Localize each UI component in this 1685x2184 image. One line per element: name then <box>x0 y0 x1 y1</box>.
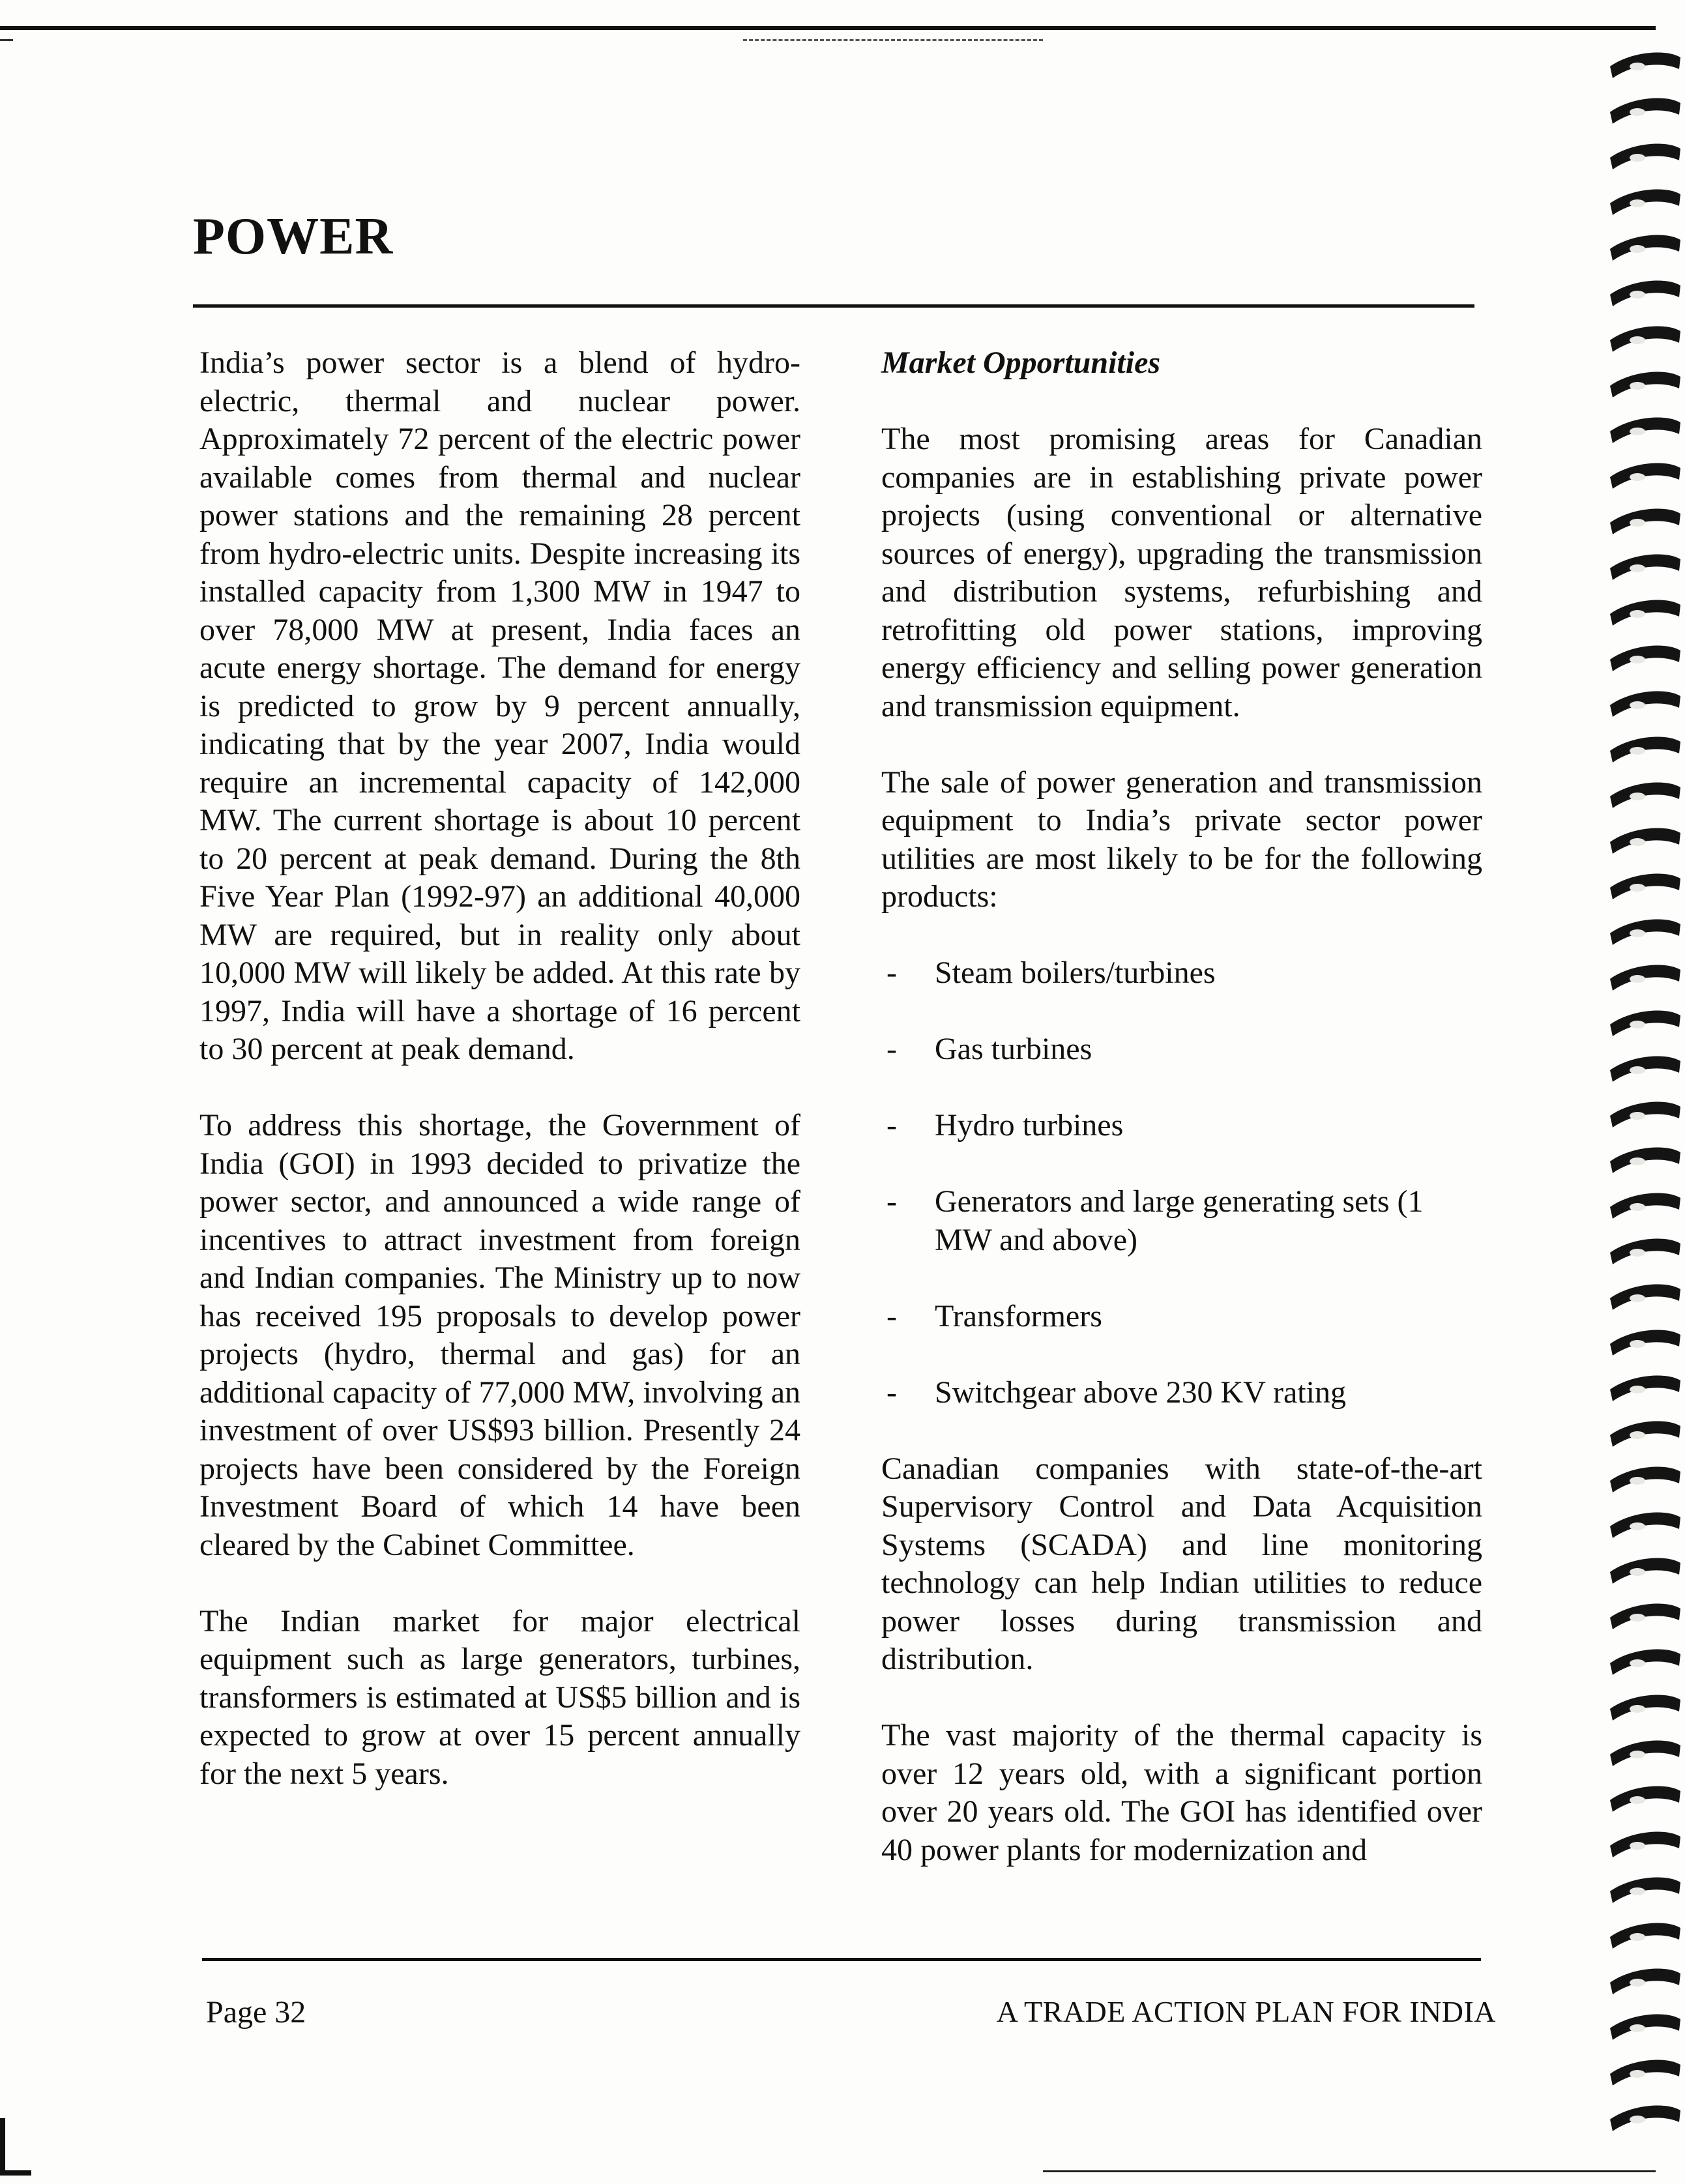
binding-loop <box>1610 1786 1680 1812</box>
bullet-dash: - <box>886 955 897 990</box>
bullet-dash: - <box>886 1375 897 1410</box>
binding-loop <box>1610 2105 1680 2131</box>
binding-loop <box>1610 417 1680 443</box>
binding-loop <box>1610 1466 1680 1492</box>
binding-hole <box>1630 656 1645 663</box>
binding-loop <box>1610 1101 1680 1128</box>
binding-loop <box>1610 98 1680 124</box>
binding-hole <box>1630 2116 1645 2123</box>
binding-loop <box>1610 1421 1680 1447</box>
binding-loop <box>1610 1695 1680 1721</box>
right-paragraph-4: The vast majority of the thermal capacity is over 12 years old, with a significant portion over 20 years old. The GOI has identified over 40 power plants for modernization and <box>881 1718 1482 1867</box>
binding-loop <box>1610 1831 1680 1857</box>
list-item <box>881 1030 1482 1069</box>
binding-loop <box>1610 280 1680 306</box>
list-item-text: Gas turbines <box>935 1032 1092 1066</box>
binding-hole <box>1630 108 1645 116</box>
binding-hole <box>1630 1751 1645 1758</box>
binding-hole <box>1630 1112 1645 1120</box>
binding-hole <box>1630 747 1645 755</box>
binding-hole <box>1630 1294 1645 1302</box>
binding-loop <box>1610 235 1680 261</box>
binding-loop <box>1610 645 1680 671</box>
binding-loop <box>1610 52 1680 78</box>
binding-loop <box>1610 828 1680 854</box>
binding-loop <box>1610 2060 1680 2086</box>
binding-hole <box>1630 610 1645 618</box>
binding-loop <box>1610 1330 1680 1356</box>
binding-loop <box>1610 2014 1680 2040</box>
left-paragraph-1: India’s power sector is a blend of hydro-electric, thermal and nuclear power. Approximately 72 percent of the electric power available comes from thermal and nuclear power stations and the remaining 28 percent from hydro-electric units. Despite increasing its installed capacity from 1,300 MW in 1947 to over 78,000 MW at present, India faces an acute energy shortage. The demand for energy is predicted to grow by 9 percent annually, indicating that by the year 2007, India would require an incremental capacity of 142,000 MW. The current shortage is about 10 percent to 20 percent at peak demand. During the 8th Five Year Plan (1992-97) an additional 40,000 MW are required, but in reality only about 10,000 MW will likely be added. At this rate by 1997, India will have a shortage of 16 percent to 30 percent at peak demand. <box>199 345 800 1066</box>
binding-loop <box>1610 371 1680 398</box>
list-item <box>881 1107 1482 1145</box>
left-paragraph-2: To address this shortage, the Government of India (GOI) in 1993 decided to privatize the power sector, and announced a wide range of incentives to attract investment from foreign and Indian companies. The Ministry up to now has received 195 proposals to develop power projects (hydro, thermal and gas) for an additional capacity of 77,000 MW, involving an investment of over US$93 billion. Presently 24 projects have been considered by the Foreign Investment Board of which 14 have been cleared by the Cabinet Committee. <box>199 1108 800 1562</box>
binding-hole <box>1630 2070 1645 2078</box>
binding-hole <box>1630 884 1645 892</box>
binding-loop <box>1610 143 1680 169</box>
binding-hole <box>1630 701 1645 709</box>
binding-hole <box>1630 1203 1645 1211</box>
binding-loop <box>1610 782 1680 808</box>
binding-hole <box>1630 63 1645 70</box>
binding-hole <box>1630 929 1645 937</box>
title-divider <box>193 304 1474 308</box>
binding-loop <box>1610 1238 1680 1264</box>
page-number: Page 32 <box>206 1995 306 2030</box>
left-paragraph-3: The Indian market for major electrical equipment such as large generators, turbines, transformers is estimated at US$5 billion and is expected to grow at over 15 percent annually for the next 5 years. <box>199 1603 800 1791</box>
binding-loop <box>1610 189 1680 215</box>
list-item-text: Generators and large generating sets (1 MW and above) <box>935 1184 1424 1257</box>
binding-loop <box>1610 463 1680 489</box>
right-paragraph-3: Canadian companies with state-of-the-art Supervisory Control and Data Acquisition Systems (SCADA) and line monitoring technology can help Indian utilities to reduce power losses during transmission and distribution. <box>881 1451 1482 1676</box>
binding-loop <box>1610 1010 1680 1036</box>
binding-hole <box>1630 336 1645 344</box>
binding-hole <box>1630 1431 1645 1439</box>
right-paragraph-2: The sale of power generation and transmission equipment to India’s private sector power utilities are most likely to be for the following products: <box>881 764 1482 914</box>
binding-loop <box>1610 554 1680 580</box>
binding-hole <box>1630 519 1645 527</box>
list-item-text: Steam boilers/turbines <box>935 955 1216 990</box>
binding-loop <box>1610 1147 1680 1173</box>
binding-loop <box>1610 691 1680 717</box>
binding-hole <box>1630 428 1645 435</box>
binding-hole <box>1630 1386 1645 1393</box>
binding-hole <box>1630 291 1645 298</box>
binding-loop <box>1610 965 1680 991</box>
page-title: POWER <box>193 208 394 265</box>
running-footer-title: A TRADE ACTION PLAN FOR INDIA <box>996 1995 1496 2028</box>
binding-loop <box>1610 1740 1680 1766</box>
left-column <box>199 344 800 1831</box>
binding-hole <box>1630 1842 1645 1850</box>
binding-hole <box>1630 1522 1645 1530</box>
spiral-binding-icon <box>1604 13 1685 2177</box>
binding-hole <box>1630 1021 1645 1028</box>
binding-loop <box>1610 1603 1680 1629</box>
section-heading: Market Opportunities <box>881 345 1161 380</box>
binding-hole <box>1630 2024 1645 2032</box>
binding-hole <box>1630 1158 1645 1165</box>
binding-loop <box>1610 1512 1680 1538</box>
binding-loop <box>1610 919 1680 945</box>
binding-loop <box>1610 600 1680 626</box>
binding-hole <box>1630 473 1645 481</box>
bullet-dash: - <box>886 1184 897 1219</box>
list-item-text: Hydro turbines <box>935 1108 1124 1143</box>
binding-loop <box>1610 873 1680 899</box>
binding-hole <box>1630 1066 1645 1074</box>
binding-loop <box>1610 1558 1680 1584</box>
list-item <box>881 1374 1482 1412</box>
binding-hole <box>1630 1659 1645 1667</box>
binding-hole <box>1630 1796 1645 1804</box>
list-item <box>881 954 1482 993</box>
binding-hole <box>1630 1979 1645 1987</box>
product-list <box>881 954 1482 1412</box>
binding-loop <box>1610 1375 1680 1401</box>
list-item <box>881 1183 1482 1259</box>
binding-loop <box>1610 1649 1680 1675</box>
binding-loop <box>1610 1923 1680 1949</box>
binding-hole <box>1630 199 1645 207</box>
bullet-dash: - <box>886 1108 897 1143</box>
binding-hole <box>1630 1477 1645 1485</box>
binding-hole <box>1630 1705 1645 1713</box>
scan-top-dashes <box>743 39 1043 41</box>
right-paragraph-1: The most promising areas for Canadian companies are in establishing private power projects (using conventional or alternative sources of energy), upgrading the transmission and distribution systems, refurbishing and retrofitting old power stations, improving energy efficiency and selling power generation and transmission equipment. <box>881 422 1482 723</box>
binding-hole <box>1630 1614 1645 1622</box>
scan-left-tick <box>0 39 13 41</box>
right-column <box>881 344 1482 1908</box>
binding-loop <box>1610 736 1680 763</box>
list-item <box>881 1298 1482 1336</box>
binding-loop <box>1610 1284 1680 1310</box>
scan-top-edge <box>0 26 1656 30</box>
binding-hole <box>1630 1933 1645 1941</box>
binding-loop <box>1610 1193 1680 1219</box>
binding-loop <box>1610 326 1680 352</box>
binding-loop <box>1610 1968 1680 1994</box>
binding-hole <box>1630 1568 1645 1576</box>
binding-hole <box>1630 1887 1645 1895</box>
binding-hole <box>1630 793 1645 800</box>
binding-hole <box>1630 975 1645 983</box>
bullet-dash: - <box>886 1298 897 1333</box>
footer-divider <box>202 1958 1481 1961</box>
binding-loop <box>1610 1877 1680 1903</box>
binding-hole <box>1630 564 1645 572</box>
scan-corner-mark <box>0 2118 31 2176</box>
binding-hole <box>1630 1249 1645 1257</box>
scan-bottom-edge <box>1043 2170 1656 2172</box>
binding-hole <box>1630 154 1645 162</box>
binding-hole <box>1630 245 1645 253</box>
bullet-dash: - <box>886 1032 897 1066</box>
binding-hole <box>1630 838 1645 846</box>
list-item-text: Transformers <box>935 1298 1102 1333</box>
binding-loop <box>1610 1056 1680 1082</box>
binding-hole <box>1630 1340 1645 1348</box>
list-item-text: Switchgear above 230 KV rating <box>935 1375 1346 1410</box>
binding-loop <box>1610 508 1680 534</box>
binding-hole <box>1630 382 1645 390</box>
